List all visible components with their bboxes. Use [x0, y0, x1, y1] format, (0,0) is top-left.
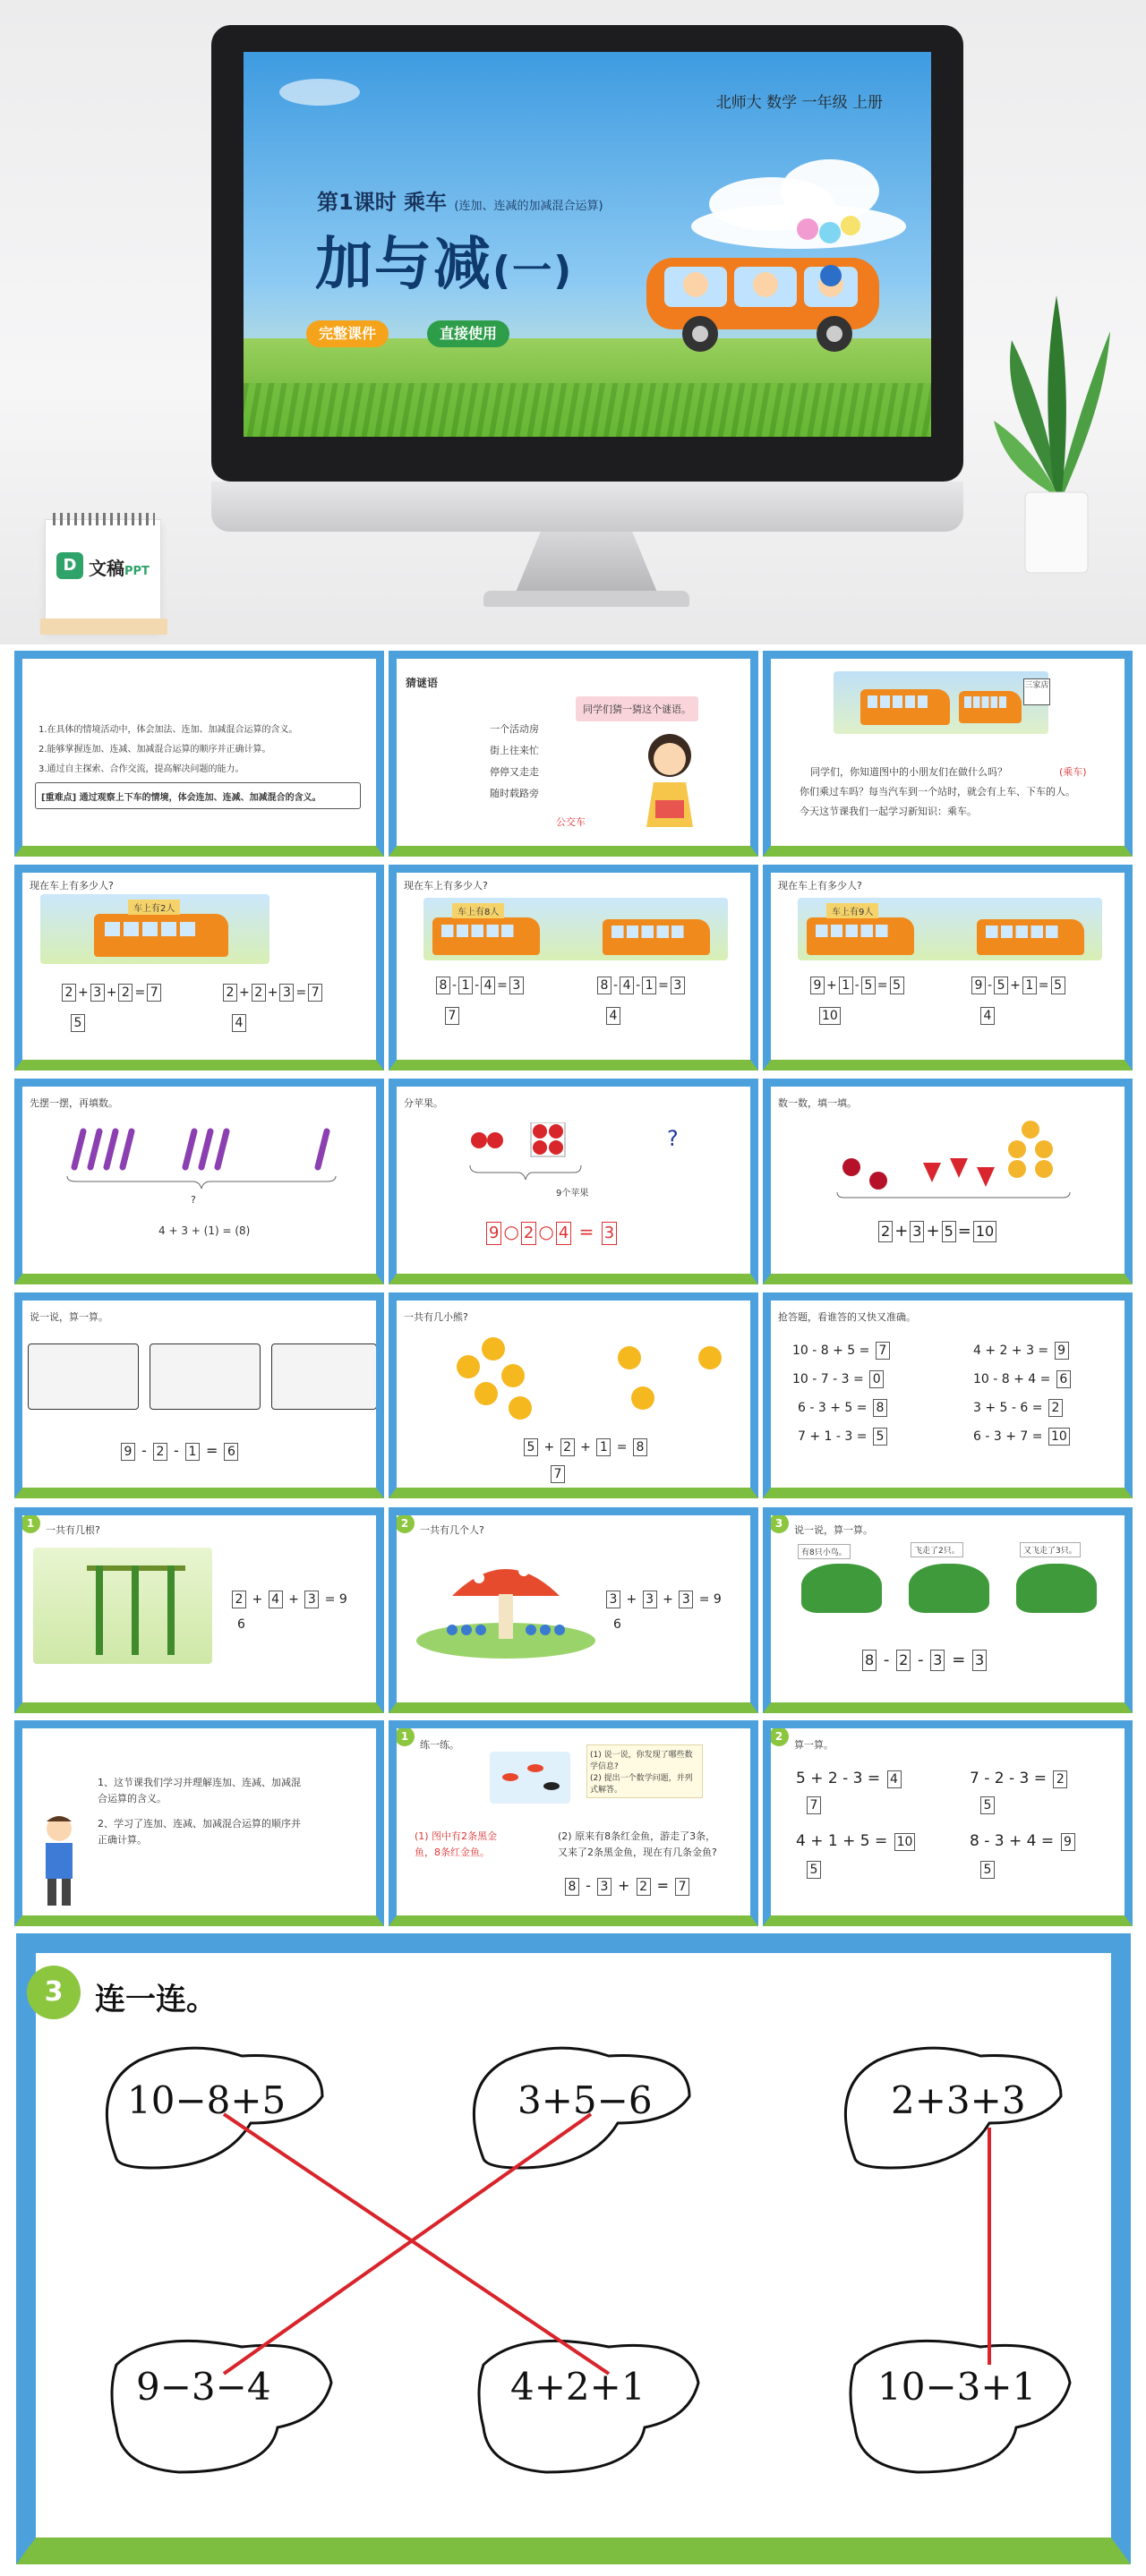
summary-2b: 正确计算。: [98, 1834, 147, 1846]
equation: 5 + 2 + 1 = 8: [522, 1438, 649, 1456]
calc-2a: 4 + 1 + 5 = 10: [796, 1832, 917, 1851]
question: 分苹果。: [404, 1097, 443, 1109]
equation-1-sub: 5: [69, 1014, 87, 1032]
question-mark: ?: [191, 1194, 196, 1206]
expr-bottom-3: 10−3+1: [877, 2365, 1037, 2409]
question: 数一数，填一填。: [778, 1097, 857, 1109]
intro-answer: (乘车): [1059, 766, 1087, 778]
question-mark: ?: [667, 1126, 679, 1151]
bean-vines-scene: [33, 1548, 212, 1664]
fruits-illustration: [834, 1113, 1075, 1203]
slide-bus-sub: [389, 865, 758, 1070]
hero-section: [0, 0, 1146, 644]
quiz-row-4a: 7 + 1 - 3 = 5: [798, 1428, 889, 1446]
caption-3: 又飞走了3只。: [1020, 1542, 1081, 1557]
slide-summary: [14, 1720, 384, 1926]
question: 现在车上有多少人?: [778, 880, 862, 891]
slide-intro: [763, 651, 1133, 857]
geese-panel-3: [271, 1343, 377, 1410]
intro-line-2: 你们乘过车吗？每当汽车到一个站时，就会有上车、下车的人。: [800, 786, 1075, 798]
logo-icon: D: [56, 552, 83, 579]
equation-sub: 7: [549, 1465, 567, 1483]
question: 一共有几个人?: [420, 1524, 484, 1536]
slide-objectives: [14, 651, 384, 857]
slide-sticks: [14, 1079, 384, 1284]
expr-top-3: 2+3+3: [891, 2078, 1026, 2122]
answer-line-2: 鱼，8条红金鱼。: [415, 1847, 490, 1858]
quiz-row-4b: 6 - 3 + 7 = 10: [973, 1428, 1072, 1446]
objective-1: 1.在具体的情境活动中，体会加法、连加、加减混合运算的含义。: [38, 725, 298, 735]
slide-mushroom: [389, 1507, 758, 1713]
riddle-line-1: 一个活动房: [490, 723, 539, 735]
cover-title: 加与减(一): [315, 232, 574, 298]
equation: 4 + 3 + (1) = (8): [158, 1224, 251, 1237]
equation-1: 2 + 3 + 2 = 7: [60, 984, 163, 1002]
pill-complete: 完整课件: [306, 320, 389, 347]
bus-stop-scene: [834, 671, 1048, 734]
mushroom-kids-illustration: [416, 1551, 595, 1659]
equation-2: 9 - 5 + 1 = 5: [970, 977, 1067, 994]
slide-beans: [14, 1507, 384, 1713]
calc-2b: 8 - 3 + 4 = 9: [970, 1832, 1077, 1851]
equation-sub: 6: [237, 1617, 245, 1632]
matching-drawing: [36, 1953, 1111, 2538]
bus-sign: 车上有8人: [452, 903, 504, 918]
hint-box: (1) 说一说，你发现了哪些数学信息? (2) 提出一个数学问题，并列式解答。: [586, 1744, 703, 1798]
question: 现在车上有多少人?: [404, 880, 488, 891]
monitor-base: [483, 591, 689, 607]
station-sign: 三家店: [1023, 678, 1050, 705]
grade-label: 北师大 数学 一年级 上册: [715, 94, 883, 112]
total-label: 9个苹果: [556, 1189, 589, 1198]
calc-2a-sub: 5: [805, 1861, 823, 1879]
equation: 2 + 4 + 3 = 9: [230, 1591, 347, 1608]
bus-sign: 车上有9人: [826, 903, 878, 918]
equation: 9 - 2 - 1 = 6: [119, 1442, 240, 1461]
pill-direct: 直接使用: [427, 320, 509, 347]
speech-bubble: 同学们猜一猜这个谜语。: [576, 696, 698, 721]
exercise-number: 2: [395, 1514, 415, 1533]
bus-sign: 车上有2人: [128, 900, 180, 915]
equation-2-sub: 4: [979, 1007, 996, 1025]
expr-bottom-1: 9−3−4: [136, 2365, 271, 2409]
cartoon-bus-illustration: [629, 213, 897, 356]
equation: 9 ○ 2 ○ 4 = 3: [484, 1221, 619, 1245]
quiz-row-3a: 6 - 3 + 5 = 8: [798, 1399, 889, 1417]
equation-1: 8 - 1 - 4 = 3: [434, 977, 526, 994]
problem-line-1: (2) 原来有8条红金鱼，游走了3条，: [558, 1830, 716, 1842]
monitor-stand: [515, 532, 658, 594]
riddle-title: 猜谜语: [406, 677, 439, 689]
slide-practice-fish: [389, 1720, 758, 1926]
fish-tank-illustration: [490, 1752, 570, 1804]
question: 现在车上有多少人?: [30, 880, 114, 891]
desk-calendar: [45, 519, 161, 631]
equation-2-sub: 4: [604, 1007, 622, 1025]
equation: 2 + 3 + 5 = 10: [877, 1221, 998, 1242]
exercise-number: 1: [395, 1727, 415, 1746]
question: 说一说，算一算。: [794, 1524, 873, 1536]
objective-2: 2.能够掌握连加、连减、加减混合运算的顺序并正确计算。: [38, 745, 271, 755]
quiz-row-1b: 4 + 2 + 3 = 9: [973, 1342, 1071, 1360]
apples-illustration: [468, 1122, 585, 1185]
logo-text: 文稿PPT: [89, 558, 150, 579]
question: 一共有几根?: [46, 1524, 100, 1536]
riddle-answer: 公交车: [556, 816, 586, 828]
equation-sub: 6: [613, 1617, 621, 1632]
equation-1-sub: 7: [443, 1007, 461, 1025]
geese-panel-1: [28, 1343, 139, 1410]
slide-birds: [763, 1507, 1133, 1713]
monitor-chin: [211, 482, 963, 532]
sticks-illustration: [58, 1122, 345, 1194]
slide-riddle: [389, 651, 758, 857]
slide-fruits: [763, 1079, 1133, 1284]
bears-illustration: [450, 1331, 737, 1429]
equation-2: 8 - 4 - 1 = 3: [595, 977, 687, 994]
question: 抢答题，看谁答的又快又准确。: [778, 1311, 916, 1323]
quiz-row-2a: 10 - 7 - 3 = 0: [792, 1370, 885, 1388]
slide-apples: [389, 1079, 758, 1284]
riddle-line-2: 街上往来忙: [490, 745, 539, 756]
question: 说一说，算一算。: [30, 1311, 108, 1323]
equation: 3 + 3 + 3 = 9: [604, 1591, 722, 1608]
summary-1b: 合运算的含义。: [98, 1793, 167, 1804]
summary-1a: 1、这节课我们学习并理解连加、连减、加减混: [98, 1777, 301, 1788]
caption-1: 有8只小鸟。: [798, 1544, 851, 1559]
slide-bears: [389, 1292, 758, 1498]
monitor: [211, 25, 963, 482]
riddle-line-3: 停停又走走: [490, 766, 539, 778]
equation: 8 - 3 + 2 = 7: [563, 1877, 691, 1896]
equation-2: 2 + 2 + 3 = 7: [221, 984, 324, 1002]
slide-geese: [14, 1292, 384, 1498]
quiz-row-2b: 10 - 8 + 4 = 6: [973, 1370, 1073, 1388]
riddle-line-4: 随时载路旁: [490, 788, 539, 799]
exercise-number: 1: [21, 1514, 40, 1533]
quiz-row-3b: 3 + 5 - 6 = 2: [973, 1399, 1065, 1417]
girl-illustration: [634, 729, 706, 836]
quiz-row-1a: 10 - 8 + 5 = 7: [792, 1342, 892, 1360]
question: 一共有几小熊?: [404, 1311, 468, 1323]
equation: 8 - 2 - 3 = 3: [860, 1650, 988, 1671]
equation-1: 9 + 1 - 5 = 5: [808, 977, 906, 994]
slide-quiz: [763, 1292, 1133, 1498]
cover-slide: [244, 52, 931, 437]
slide-bus-mixed: [763, 865, 1133, 1070]
intro-line-3: 今天这节课我们一起学习新知识：乘车。: [800, 806, 977, 817]
calc-1a-sub: 7: [805, 1796, 823, 1814]
equation-2-sub: 4: [230, 1014, 248, 1032]
expr-top-1: 10−8+5: [127, 2078, 286, 2122]
boy-teacher-illustration: [37, 1814, 81, 1913]
question: 算一算。: [794, 1739, 834, 1751]
slide-bus-add: [14, 865, 384, 1070]
calc-1b: 7 - 2 - 3 = 2: [970, 1770, 1069, 1788]
objective-3: 3.通过自主探索、合作交流，提高解决问题的能力。: [38, 764, 244, 774]
plant-pot-illustration: [994, 286, 1119, 591]
calc-1a: 5 + 2 - 3 = 4: [796, 1770, 903, 1788]
equation-1-sub: 10: [817, 1007, 842, 1025]
summary-2a: 2、学习了连加、连减、加减混合运算的顺序并: [98, 1818, 301, 1830]
key-point-box: [重难点] 通过观察上下车的情境，体会连加、连减、加减混合的含义。: [35, 782, 361, 809]
caption-2: 飞走了2只。: [911, 1542, 963, 1557]
answer-line-1: (1) 图中有2条黑金: [415, 1830, 498, 1842]
matching-title: 连一连。: [95, 1982, 217, 2017]
exercise-number: 3: [769, 1514, 789, 1533]
lesson-line: 第1课时 乘车 (连加、连减的加减混合运算): [317, 190, 603, 215]
slide-matching: [16, 1933, 1131, 2564]
intro-question: 同学们，你知道图中的小朋友们在做什么吗？: [810, 766, 1007, 778]
exercise-number: 3: [27, 1966, 81, 2019]
question: 练一练。: [420, 1739, 459, 1751]
calc-2b-sub: 5: [979, 1861, 996, 1879]
expr-bottom-2: 4+2+1: [510, 2365, 646, 2409]
calc-1b-sub: 5: [979, 1796, 996, 1814]
question: 先摆一摆，再填数。: [30, 1097, 118, 1109]
slide-calculate: [763, 1720, 1133, 1926]
problem-line-2: 又来了2条黑金鱼，现在有几条金鱼?: [558, 1847, 717, 1858]
expr-top-2: 3+5−6: [517, 2078, 653, 2122]
exercise-number: 2: [769, 1727, 789, 1746]
geese-panel-2: [150, 1343, 261, 1410]
